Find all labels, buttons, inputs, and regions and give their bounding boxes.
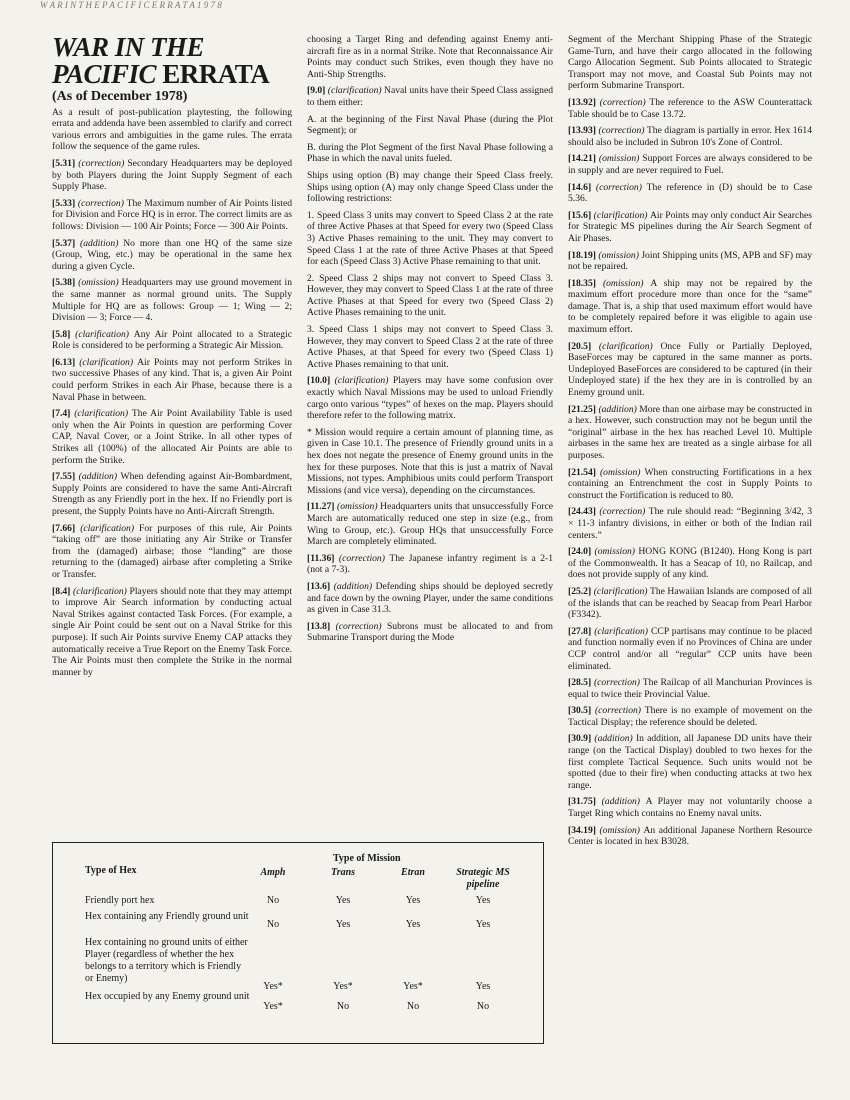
- table-column-header: Strategic MS pipeline: [456, 867, 510, 890]
- table-cell: Yes*: [263, 981, 283, 992]
- errata-text: Joint Shipping units (MS, APB and SF) may not be repaired.: [568, 249, 812, 273]
- document-title: WAR IN THE PACIFIC ERRATA: [52, 32, 270, 89]
- errata-text: 2. Speed Class 2 ships may not convert to Speed Class 3. However, they may convert to Speed Class 1 at the rate of three Active Phases at that Speed for every two (Speed Class 2) Active Phases remaining to the unit.: [307, 272, 553, 319]
- errata-type: (clarification): [593, 585, 651, 597]
- table-cell: Yes: [475, 895, 491, 906]
- errata-text: As a result of post-publication playtesting, the following errata and addenda have been assembled to clarify and correct various errors and ambiguities in the game rules. The errata follow the sequence of the game rules.: [52, 106, 292, 153]
- column-1-entries: [52, 107, 292, 679]
- errata-entry: [52, 107, 292, 153]
- table-column-header: Amph: [260, 867, 286, 878]
- table-cell: Yes*: [263, 1001, 283, 1012]
- rule-reference: [11.27]: [307, 501, 338, 513]
- errata-entry: [52, 329, 292, 352]
- errata-type: (omission): [598, 249, 642, 261]
- errata-type: (clarification): [75, 328, 134, 340]
- table-row-label: Hex occupied by any Enemy ground unit: [85, 991, 250, 1002]
- errata-type: (correction): [338, 552, 390, 564]
- errata-entry: [568, 210, 812, 245]
- rule-reference: [10.0]: [307, 375, 335, 387]
- errata-text: The diagram is partially in error. Hex 1614 should also be included in Subron 10's Zone of Control.: [568, 125, 812, 148]
- table-mission-header: Type of Mission: [333, 853, 401, 864]
- errata-text: Ships using option (B) may change their Speed Class freely. Ships using option (A) may only change Speed Class under the following restrictions:: [307, 169, 553, 205]
- rule-reference: [13.93]: [568, 125, 599, 137]
- errata-text: A ship may not be repaired by the maximum effort procedure more than once for the “same” damage. That is, a ship that used maximum effort would have to be completely repaired before it was eligible to again use maximum effort.: [568, 277, 813, 336]
- errata-entry: [568, 34, 812, 92]
- rule-reference: [7.4]: [52, 408, 75, 420]
- errata-text: B. during the Plot Segment of the first Naval Phase following a Phase in which the naval units fueled.: [307, 141, 553, 165]
- errata-entry: [307, 581, 553, 616]
- errata-type: (clarification): [74, 408, 132, 420]
- errata-type: (correction): [599, 96, 650, 108]
- errata-text: Air Points may not perform Strikes in two successive Phases of any kind. That is, a given Air Point could perform Strikes in each Air Phase, because there is a Naval Phase in between.: [52, 356, 292, 403]
- errata-entry: [568, 153, 812, 176]
- errata-text: More than one airbase may be constructed in a hex. However, such construction may not be begun until the “original” airbase in the hex has reached Level 10. Multiple airbases in the same hex are treated as a single airbase for all purposes.: [568, 403, 812, 461]
- table-type-header: Type of Hex: [85, 865, 137, 876]
- mission-matrix-table: [52, 842, 544, 1044]
- rule-reference: [30.9]: [568, 733, 595, 745]
- rule-reference: [11.36]: [307, 552, 339, 564]
- errata-text: Players may have some confusion over exactly which Naval Missions may be used to unload Friendly cargo onto various “types” of hexes on the map. Players should therefore refer to the following matrix.: [307, 375, 554, 422]
- errata-text: * Mission would require a certain amount of planning time, as given in Case 10.1. The presence of Friendly ground units in a hex does not negate the presence of Enemy ground units in the hex for these purposes. Note that this is just a matrix of Naval Missions, not types. Amphibious units could perform Transport Missions (and vice versa), depending on the circumstances.: [307, 426, 553, 496]
- errata-entry: [52, 357, 292, 403]
- errata-entry: [568, 546, 812, 581]
- rule-reference: [13.6]: [307, 580, 334, 592]
- errata-text: When defending against Air-Bombardment, Supply Points are considered to have the same Anti-Aircraft Strength as any Friendly port in the hex. If no Friendly port is present, the Supply Points have no Anti-Aircraft Strength.: [52, 471, 292, 517]
- table-row-label: Hex containing any Friendly ground unit: [85, 911, 249, 922]
- table-column-header: Etran: [401, 867, 425, 878]
- rule-reference: [5.31]: [52, 157, 79, 169]
- errata-type: (omission): [598, 153, 643, 165]
- errata-entry: [568, 796, 812, 819]
- errata-type: (addition): [598, 403, 640, 415]
- table-cell: No: [406, 1001, 420, 1012]
- errata-text: The Japanese infantry regiment is a 2-1 (not a 7-3).: [307, 552, 553, 576]
- errata-type: (correction): [77, 197, 127, 209]
- errata-type: (correction): [335, 620, 387, 632]
- errata-entry: [52, 523, 292, 581]
- errata-text: For purposes of this rule, Air Points “taking off” are those initiating any Air Strike or Transfer from the (damaged) airbase; those “landing” are those returning to the (damaged) airbase after completing a Strike or Transfer.: [52, 522, 293, 580]
- rule-reference: [25.2]: [568, 585, 594, 597]
- errata-text: The reference to the ASW Counterattack Table should be to Case 13.72.: [568, 96, 812, 120]
- errata-entry: [568, 825, 812, 848]
- table-cell: Yes: [475, 919, 491, 930]
- errata-type: (omission): [594, 546, 639, 558]
- errata-type: (addition): [333, 580, 376, 592]
- errata-text: A Player may not voluntarily choose a Target Ring which contains no Enemy naval units.: [568, 796, 813, 820]
- errata-type: (correction): [598, 125, 647, 137]
- rule-reference: [5.37]: [52, 237, 81, 249]
- table-cell: No: [476, 1001, 490, 1012]
- table-cell: Yes: [405, 919, 421, 930]
- errata-entry: [307, 427, 553, 497]
- errata-text: Headquarters may use ground movement in the same manner as normal ground units. The Supply Multiple for HQ are as follows: Group — 1; Wing — 2; Division — 3; Force — 4.: [52, 277, 292, 324]
- rule-reference: [8.4]: [52, 585, 74, 597]
- errata-type: (clarification): [327, 85, 385, 97]
- errata-entry: [52, 408, 292, 466]
- errata-text: 1. Speed Class 3 units may convert to Speed Class 2 at the rate of three Active Phases at that Speed for every two (Speed Class 3) Active Phases remaining to the unit. They may convert to Speed Class 1 at the rate of three Active Phases at that Speed for each (Speed Class 3) Active Phase remaining to that unit.: [307, 209, 553, 268]
- errata-entry: [568, 733, 812, 791]
- errata-text: HONG KONG (B1240). Hong Kong is part of the Commonwealth. It has a Seacap of 10, no Railcap, and does not provide supply of any kind.: [568, 546, 812, 581]
- errata-type: (addition): [80, 237, 124, 249]
- errata-type: (clarification): [598, 340, 661, 352]
- rule-reference: [14.6]: [568, 181, 596, 193]
- errata-entry: [52, 277, 292, 323]
- errata-entry: [568, 586, 812, 621]
- rule-reference: [21.25]: [568, 403, 599, 415]
- table-cell: No: [336, 1001, 350, 1012]
- rule-reference: [5.33]: [52, 197, 78, 209]
- errata-entry: [52, 471, 292, 517]
- errata-entry: [307, 621, 553, 644]
- errata-text: Once Fully or Partially Deployed, BaseForces may be captured in the same manner as ports. Undeployed BaseForces are considered to be captured (in their Undeployed state) if the hex they are in is controlled by an Enemy ground unit.: [568, 340, 813, 399]
- errata-entry: [307, 85, 553, 108]
- errata-text: Players should note that they may attempt to improve Air Search information by conducting actual Naval Strikes against contacted Task Forces. (For example, a single Air Point could be sent out on a Naval Strike for this purpose). If such Air Points survive Enemy CAP attacks they automatically receive a True Report on the Enemy Task Force. The Air Points must then complete the Strike in the normal manner by: [52, 585, 293, 678]
- errata-text: Segment of the Merchant Shipping Phase of the Strategic Game-Turn, and have their cargo allocated in the following Cargo Allocation Segment. Sub Points allocated to Strategic Transport may not move, and Coastal Sub Points may not perform Submarine Transport.: [568, 34, 812, 92]
- errata-text: The reference in (D) should be to Case 5.36.: [568, 181, 812, 205]
- errata-type: (omission): [602, 277, 651, 289]
- errata-text: Any Air Point allocated to a Strategic Role is considered to be performing a Strategic Air Mission.: [52, 328, 292, 352]
- rule-reference: [20.5]: [568, 340, 599, 352]
- errata-type: (clarification): [80, 522, 140, 534]
- errata-text: When constructing Fortifications in a hex containing an Entrenchment the cost in Supply Points to construct the Fortification is reduced to 80.: [568, 466, 813, 501]
- errata-text: The Maximum number of Air Points listed for Division and Force HQ is in error. The correct limits are as follows: Division — 100 Air Points; Force — 300 Air Points.: [52, 197, 293, 232]
- errata-entry: [568, 97, 812, 120]
- errata-entry: [307, 553, 553, 576]
- rule-reference: [28.5]: [568, 677, 594, 689]
- errata-entry: [568, 250, 812, 273]
- errata-text: Naval units have their Speed Class assigned to them either:: [307, 85, 554, 108]
- errata-text: No more than one HQ of the same size (Group, Wing, etc.) may be operational in the same hex during a given Cycle.: [52, 237, 292, 272]
- errata-type: (clarification): [79, 356, 138, 368]
- errata-text: Air Points may only conduct Air Searches for Strategic MS pipelines during the Air Search Segment of Air Phases.: [568, 209, 813, 244]
- errata-type: (omission): [599, 824, 644, 836]
- table-cell: No: [266, 895, 280, 906]
- rule-reference: [14.21]: [568, 153, 599, 165]
- errata-text: The Railcap of all Manchurian Provinces is equal to twice their Provincial Value.: [568, 677, 812, 700]
- errata-entry: [307, 324, 553, 370]
- rule-reference: [21.54]: [568, 466, 600, 478]
- errata-entry: [307, 114, 553, 137]
- errata-entry: [568, 626, 812, 672]
- errata-type: (clarification): [593, 209, 650, 221]
- rule-reference: [9.0]: [307, 85, 328, 97]
- column-2: [307, 34, 553, 649]
- rule-reference: [24.0]: [568, 546, 595, 558]
- errata-entry: [52, 586, 292, 679]
- errata-entry: [307, 142, 553, 165]
- table-cell: Yes: [335, 895, 351, 906]
- errata-text: Secondary Headquarters may be deployed by both Players during the Joint Supply Segment of each Supply Phase.: [52, 157, 293, 193]
- table-cell: Yes*: [403, 981, 423, 992]
- errata-type: (clarification): [594, 625, 652, 637]
- errata-entry: [307, 210, 553, 268]
- errata-type: (correction): [593, 677, 643, 689]
- rule-reference: [5.8]: [52, 328, 76, 340]
- errata-entry: [568, 404, 812, 462]
- errata-entry: [568, 677, 812, 700]
- errata-entry: [52, 198, 292, 233]
- column-1: [52, 34, 292, 683]
- errata-type: (clarification): [73, 585, 130, 597]
- errata-entry: [568, 705, 812, 728]
- errata-entry: [52, 158, 292, 193]
- errata-text: CCP partisans may continue to be placed and function normally even if no Provinces of China are under CCP control and/or all “regular” CCP units have been eliminated.: [568, 625, 813, 672]
- errata-entry: [307, 273, 553, 319]
- errata-text: In addition, all Japanese DD units have their range (on the Tactical Display) doubled to two hexes for the first complete Tactical Sequence. Such units would not be spotted (due to their fire) when conducting attacks at two hex range.: [568, 733, 812, 791]
- document-subtitle: (As of December 1978): [52, 89, 188, 104]
- errata-entry: [568, 182, 812, 205]
- errata-entry: [568, 341, 812, 399]
- rule-reference: [24.43]: [568, 506, 600, 518]
- errata-entry: [568, 278, 812, 336]
- errata-type: (correction): [599, 506, 649, 518]
- column-3-entries: [568, 34, 812, 848]
- errata-entry: [52, 238, 292, 273]
- errata-type: (addition): [78, 471, 121, 483]
- rule-reference: [31.75]: [568, 796, 602, 808]
- table-cell: Yes: [335, 919, 351, 930]
- errata-text: The rule should read: “Beginning 3/42, 3 × 11-3 infantry divisions, in either or both of the Indian rail centers.”: [568, 506, 812, 541]
- errata-type: (correction): [594, 705, 645, 717]
- rule-reference: [5.38]: [52, 277, 79, 289]
- errata-text: 3. Speed Class 1 ships may not convert to Speed Class 3. However, they may convert to Speed Class 2 at the rate of three Active Phases, at that Speed for every two (Speed Class 1) Active Phases remaining to that unit.: [307, 324, 553, 370]
- column-2-entries: [307, 34, 553, 644]
- table-cell: Yes: [405, 895, 421, 906]
- errata-text: choosing a Target Ring and defending against Enemy anti-aircraft fire as in a normal Strike. Note that Reconnaissance Air Points may conduct such Strikes, even though they have no Anti-Ship Strengths.: [307, 34, 553, 80]
- scan-header-mark: W A R I N T H E P A C I F I C E R R A T A 1 9 7 8: [40, 0, 222, 10]
- table-row-label: Hex containing no ground units of either Player (regardless of whether the hex belongs to a territory which is Friendly or Enemy): [85, 937, 248, 984]
- table-cell: No: [266, 919, 280, 930]
- errata-text: The Hawaiian Islands are composed of all of the islands that can be reached by Seacap from Pearl Harbor (F3342).: [568, 585, 813, 621]
- rule-reference: [13.92]: [568, 96, 600, 108]
- errata-entry: [307, 170, 553, 205]
- table-cell: Yes*: [333, 981, 353, 992]
- errata-type: (correction): [78, 157, 128, 169]
- errata-entry: [568, 467, 812, 502]
- table-row-label: Friendly port hex: [85, 895, 155, 906]
- errata-type: (omission): [78, 277, 122, 289]
- rule-reference: [6.13]: [52, 356, 80, 368]
- table-column-header: Trans: [330, 867, 356, 878]
- rule-reference: [7.55]: [52, 471, 79, 483]
- errata-text: Defending ships should be deployed secretly and face down by the owning Player, under the same conditions as given in Case 31.3.: [307, 580, 554, 616]
- rule-reference: [18.35]: [568, 277, 603, 289]
- rule-reference: [15.6]: [568, 209, 594, 221]
- errata-text: There is no example of movement on the Tactical Display; the reference should be deleted.: [568, 705, 813, 728]
- errata-entry: [568, 506, 812, 541]
- errata-type: (omission): [599, 466, 645, 478]
- errata-type: (omission): [337, 501, 381, 513]
- errata-type: (addition): [594, 733, 636, 745]
- errata-entry: [307, 34, 553, 80]
- errata-entry: [568, 125, 812, 148]
- rule-reference: [27.8]: [568, 625, 595, 637]
- errata-text: A. at the beginning of the First Naval Phase (during the Plot Segment); or: [307, 113, 553, 137]
- rule-reference: [7.66]: [52, 522, 81, 534]
- errata-text: Headquarters units that unsuccessfully Force March are automatically reduced one step in size (e.g., from Wing to Group, etc.). Group HQs that unsuccessfully Force March are completely eliminated.: [307, 501, 553, 548]
- errata-text: Subrons must be allocated to and from Submarine Transport during the Mode: [307, 620, 553, 644]
- errata-type: (clarification): [334, 375, 393, 387]
- errata-text: An additional Japanese Northern Resource Center is located in hex B3028.: [568, 824, 813, 848]
- errata-type: (addition): [601, 796, 646, 808]
- errata-entry: [307, 501, 553, 547]
- rule-reference: [18.19]: [568, 249, 599, 261]
- errata-type: (correction): [595, 181, 647, 193]
- column-3: [568, 34, 812, 853]
- errata-entry: [307, 375, 553, 421]
- rule-reference: [13.8]: [307, 620, 336, 632]
- rule-reference: [30.5]: [568, 705, 595, 717]
- table-cell: Yes: [475, 981, 491, 992]
- errata-text: The Air Point Availability Table is used only when the Air Points in question are performing Cover CAP, Naval Cover, or a Joint Strike. In all other types of Strikes all (100%) of the allocated Air Points are able to perform the Strike.: [52, 408, 293, 466]
- errata-text: Support Forces are always considered to be in supply and are never required to Fuel.: [568, 153, 813, 176]
- rule-reference: [34.19]: [568, 824, 600, 836]
